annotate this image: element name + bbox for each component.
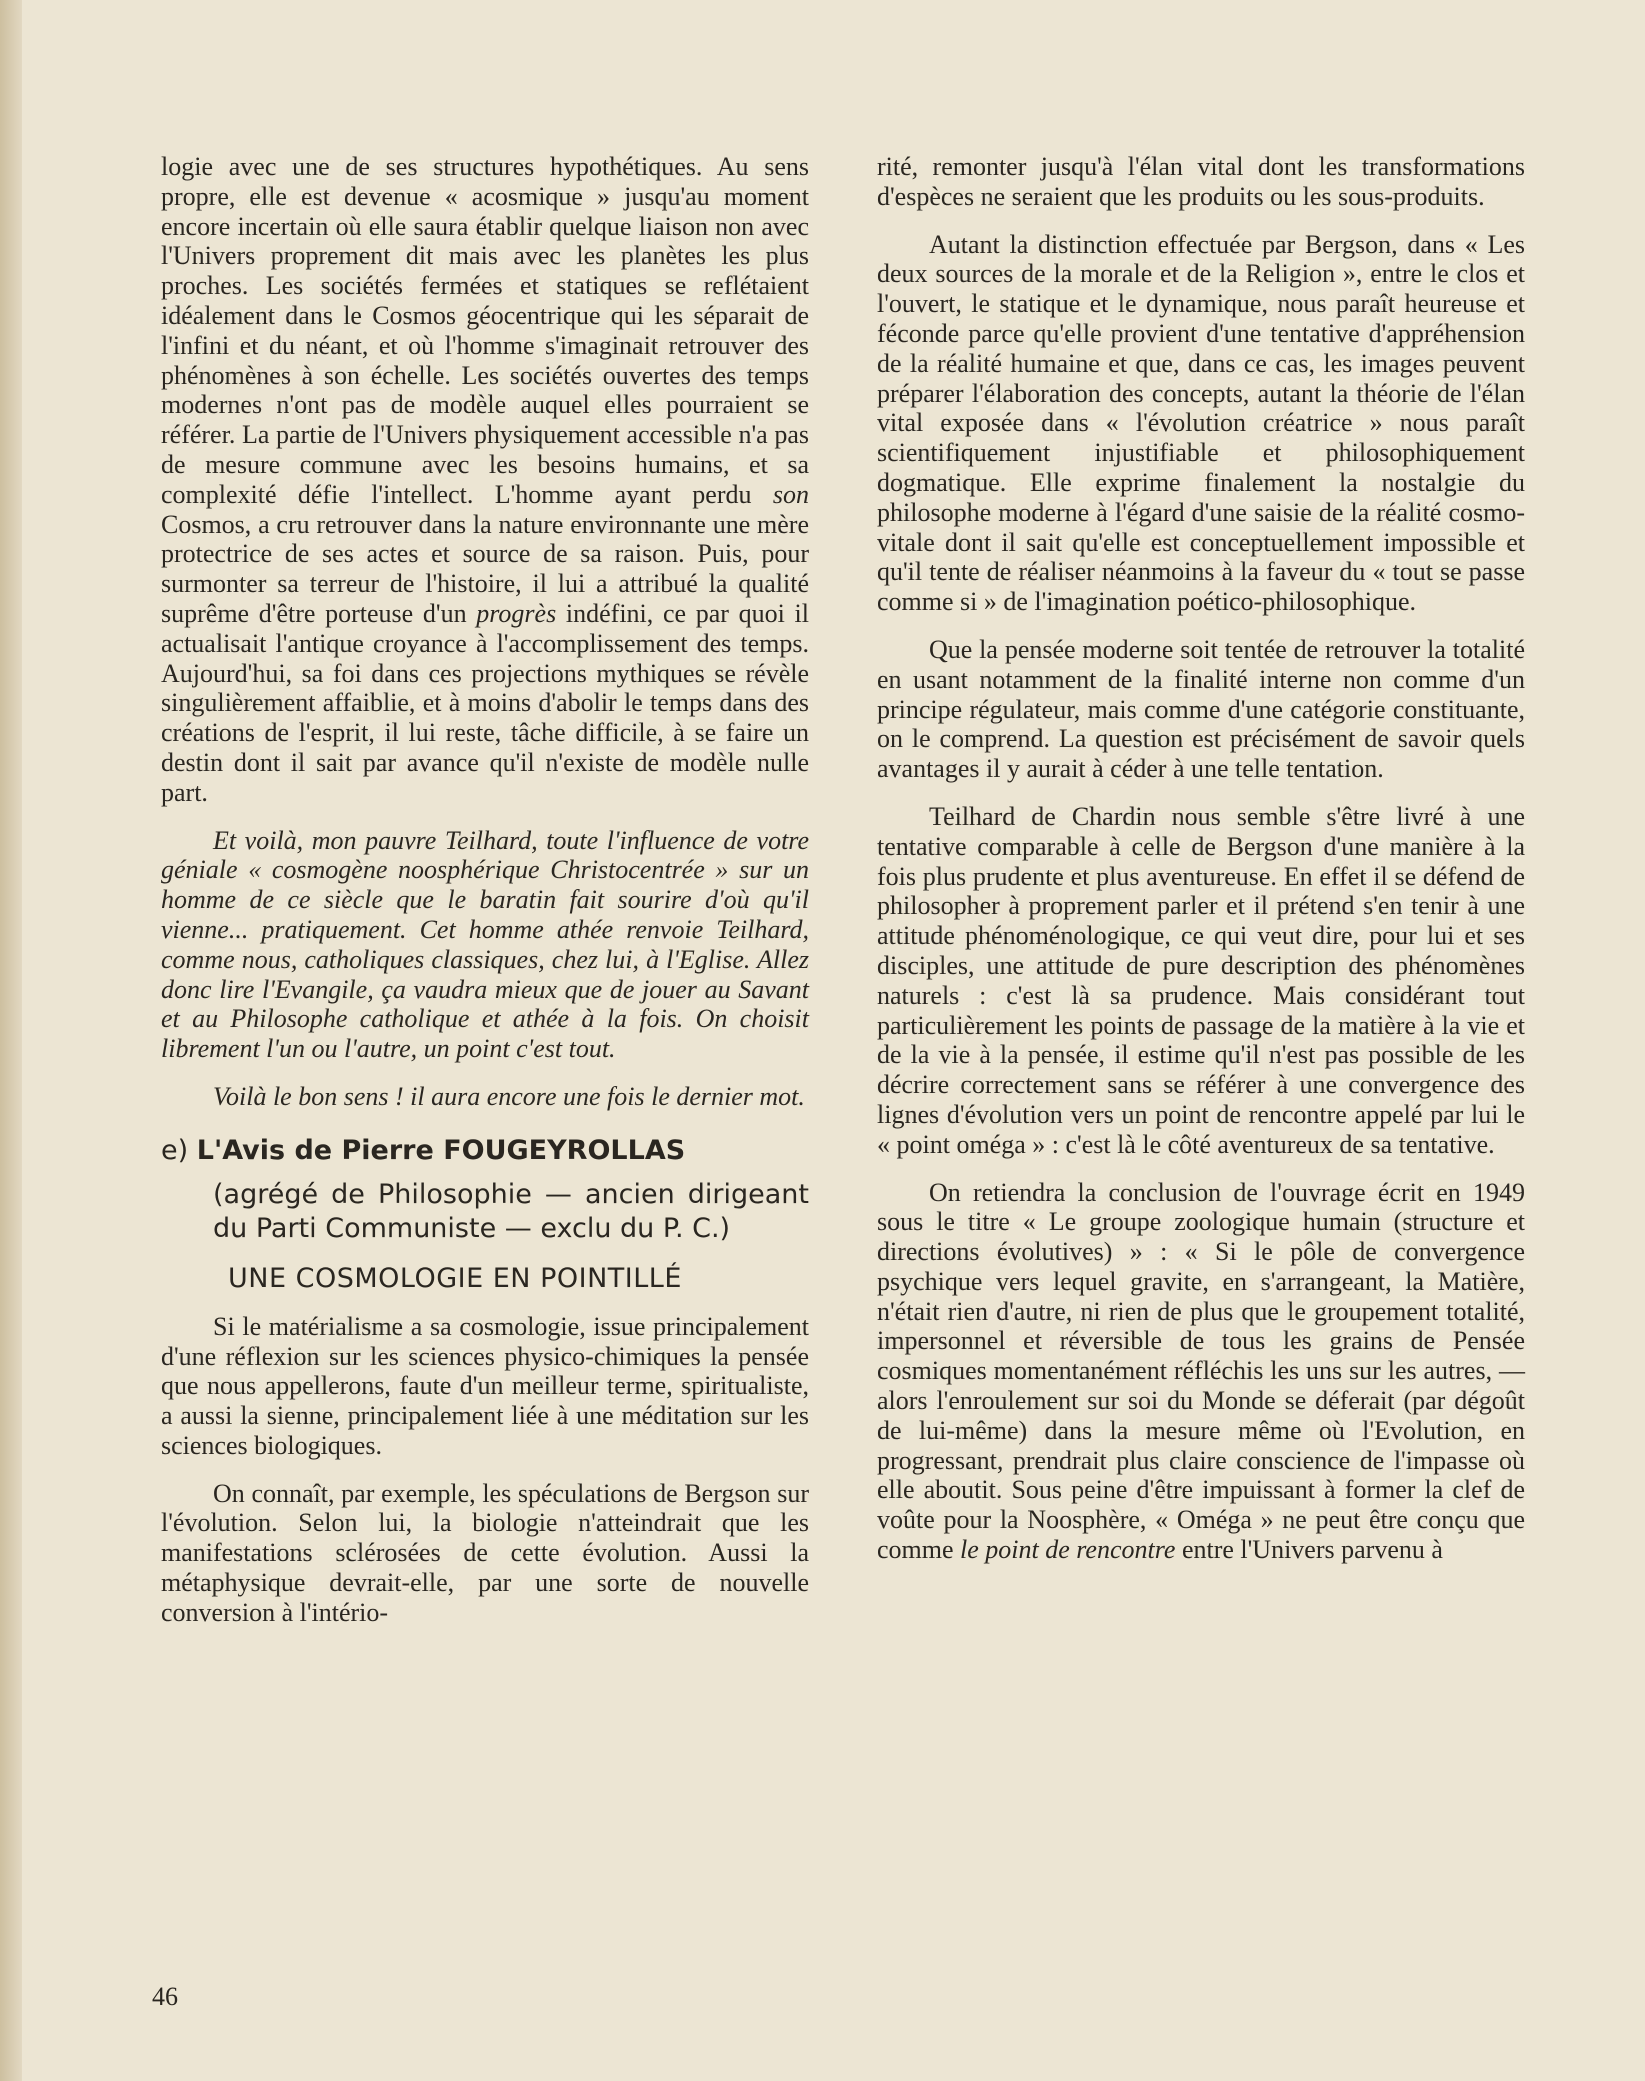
section-title: UNE COSMOLOGIE EN POINTILLÉ [228, 1262, 682, 1294]
paragraph: Si le matérialisme a sa cosmologie, issue principalement d'une réflexion sur les sciences physico-chimiques la pensée que nous appellerons, faute d'un meilleur terme, spiritualiste, a aussi la sienne, principalement liée à une méditation sur les sciences biologiques. [161, 1311, 809, 1460]
left-column [161, 152, 809, 1646]
italic-paragraph: Voilà le bon sens ! il aura encore une fois le dernier mot. [213, 1081, 805, 1111]
paragraph: Teilhard de Chardin nous semble s'être livré à une tentative comparable à celle de Bergson d'une manière à la fois plus prudente et plus aventureuse. En effet il se défend de philosopher à proprement parler et il prétend s'en tenir à une attitude phénoménologique, ce qui veut dire, pour lui et ses disciples, une attitude de pure description des phénomènes naturels : c'est là sa prudence. Mais considérant tout particulièrement les points de passage de la matière à la vie et de la vie à la pensée, il estime qu'il n'est pas possible de les décrire correctement sans se référer à une convergence des lignes d'évolution vers un point de rencontre appelé par lui le « point oméga » : c'est là le côté aventureux de sa tentative. [877, 801, 1525, 1159]
paragraph: On retiendra la conclusion de l'ouvrage écrit en 1949 sous le titre « Le groupe zoologique humain (structure et directions évolutives) » : « Si le pôle de convergence psychique vers lequel gravite, en s'arrangeant, la Matière, n'était rien d'autre, ni rien de plus que le groupement totalité, impersonnel et réversible de tous les grains de Pensée cosmiques momentanément réfléchis les uns sur les autres, — alors l'enroulement sur soi du Monde se déferait (par dégoût de lui-même) dans la mesure même où l'Evolution, en progressant, prendrait plus claire conscience de l'impasse où elle aboutit. Sous peine d'être impuissant à former la clef de voûte pour la Noosphère, « Oméga » ne peut être conçu que comme le point de rencontre entre l'Univers parvenu à [877, 1177, 1525, 1565]
page-edge [0, 0, 22, 2081]
paragraph: rité, remonter jusqu'à l'élan vital dont les transformations d'espèces ne seraient que les produits ou les sous-produits. [877, 152, 1525, 211]
paragraph: Que la pensée moderne soit tentée de retrouver la totalité en usant notamment de la finalité interne non comme d'un principe régulateur, mais comme d'une catégorie constituante, on le comprend. La question est précisément de savoir quels avantages il y aurait à céder à une telle tentation. [877, 634, 1525, 784]
right-column [877, 152, 1525, 1583]
paragraph: Autant la distinction effectuée par Bergson, dans « Les deux sources de la morale et de la Religion », entre le clos et l'ouvert, le statique et le dynamique, nous paraît heureuse et féconde parce qu'elle provient d'une tentative d'appréhension de la réalité humaine et que, dans ce cas, les images peuvent préparer l'élaboration des concepts, autant la théorie de l'élan vital exposée dans « l'évolution créatrice » nous paraît scientifiquement injustifiable et philosophiquement dogmatique. Elle exprime finalement la nostalgie du philosophe moderne à l'égard d'une saisie de la réalité cosmo-vitale dont il sait qu'elle est conceptuellement impossible et qu'il tente de réaliser néanmoins à la faveur du « tout se passe comme si » de l'imagination poético-philosophique. [877, 229, 1525, 617]
section-subheading: (agrégé de Philosophie — ancien dirigeant du Parti Communiste — exclu du P. C.) [213, 1178, 809, 1244]
paragraph: logie avec une de ses structures hypothétiques. Au sens propre, elle est devenue « acosmique » jusqu'au moment encore incertain où elle saura établir quelque liaison non avec l'Univers proprement dit mais avec les planètes les plus proches. Les sociétés fermées et statiques se reflétaient idéalement dans le Cosmos géocentrique qui les séparait de l'infini et du néant, et où l'homme s'imaginait retrouver des phénomènes à son échelle. Les sociétés ouvertes des temps modernes n'ont pas de modèle auquel elles pourraient se référer. La partie de l'Univers physiquement accessible n'a pas de mesure commune avec les besoins humains, et sa complexité défie l'intellect. L'homme ayant perdu son Cosmos, a cru retrouver dans la nature environnante une mère protectrice de ses actes et source de sa raison. Puis, pour surmonter sa terreur de l'histoire, il lui a attribué la qualité suprême d'être porteuse d'un progrès indéfini, ce par quoi il actualisait l'antique croyance à l'accomplissement des temps. Aujourd'hui, sa foi dans ces projections mythiques se révèle singulièrement affaiblie, et à moins d'abolir le temps dans des créations de l'esprit, il lui reste, tâche difficile, à se faire un destin dont il sait par avance qu'il n'existe de modèle nulle part. [161, 152, 809, 807]
section-heading: e) L'Avis de Pierre FOUGEYROLLAS [161, 1134, 686, 1166]
italic-paragraph: Et voilà, mon pauvre Teilhard, toute l'influence de votre géniale « cosmogène noosphérique Christocentrée » sur un homme de ce siècle que le baratin fait sourire d'où qu'il vienne... pratiquement. Cet homme athée renvoie Teilhard, comme nous, catholiques classiques, chez lui, à l'Eglise. Allez donc lire l'Evangile, ça vaudra mieux que de jouer au Savant et au Philosophe catholique et athée à la fois. On choisit librement l'un ou l'autre, un point c'est tout. [161, 825, 809, 1064]
page-number: 46 [152, 1982, 178, 2011]
paragraph: On connaît, par exemple, les spéculations de Bergson sur l'évolution. Selon lui, la biologie n'atteindrait que les manifestations sclérosées de cette évolution. Aussi la métaphysique devrait-elle, par une sorte de nouvelle conversion à l'intério- [161, 1478, 809, 1627]
